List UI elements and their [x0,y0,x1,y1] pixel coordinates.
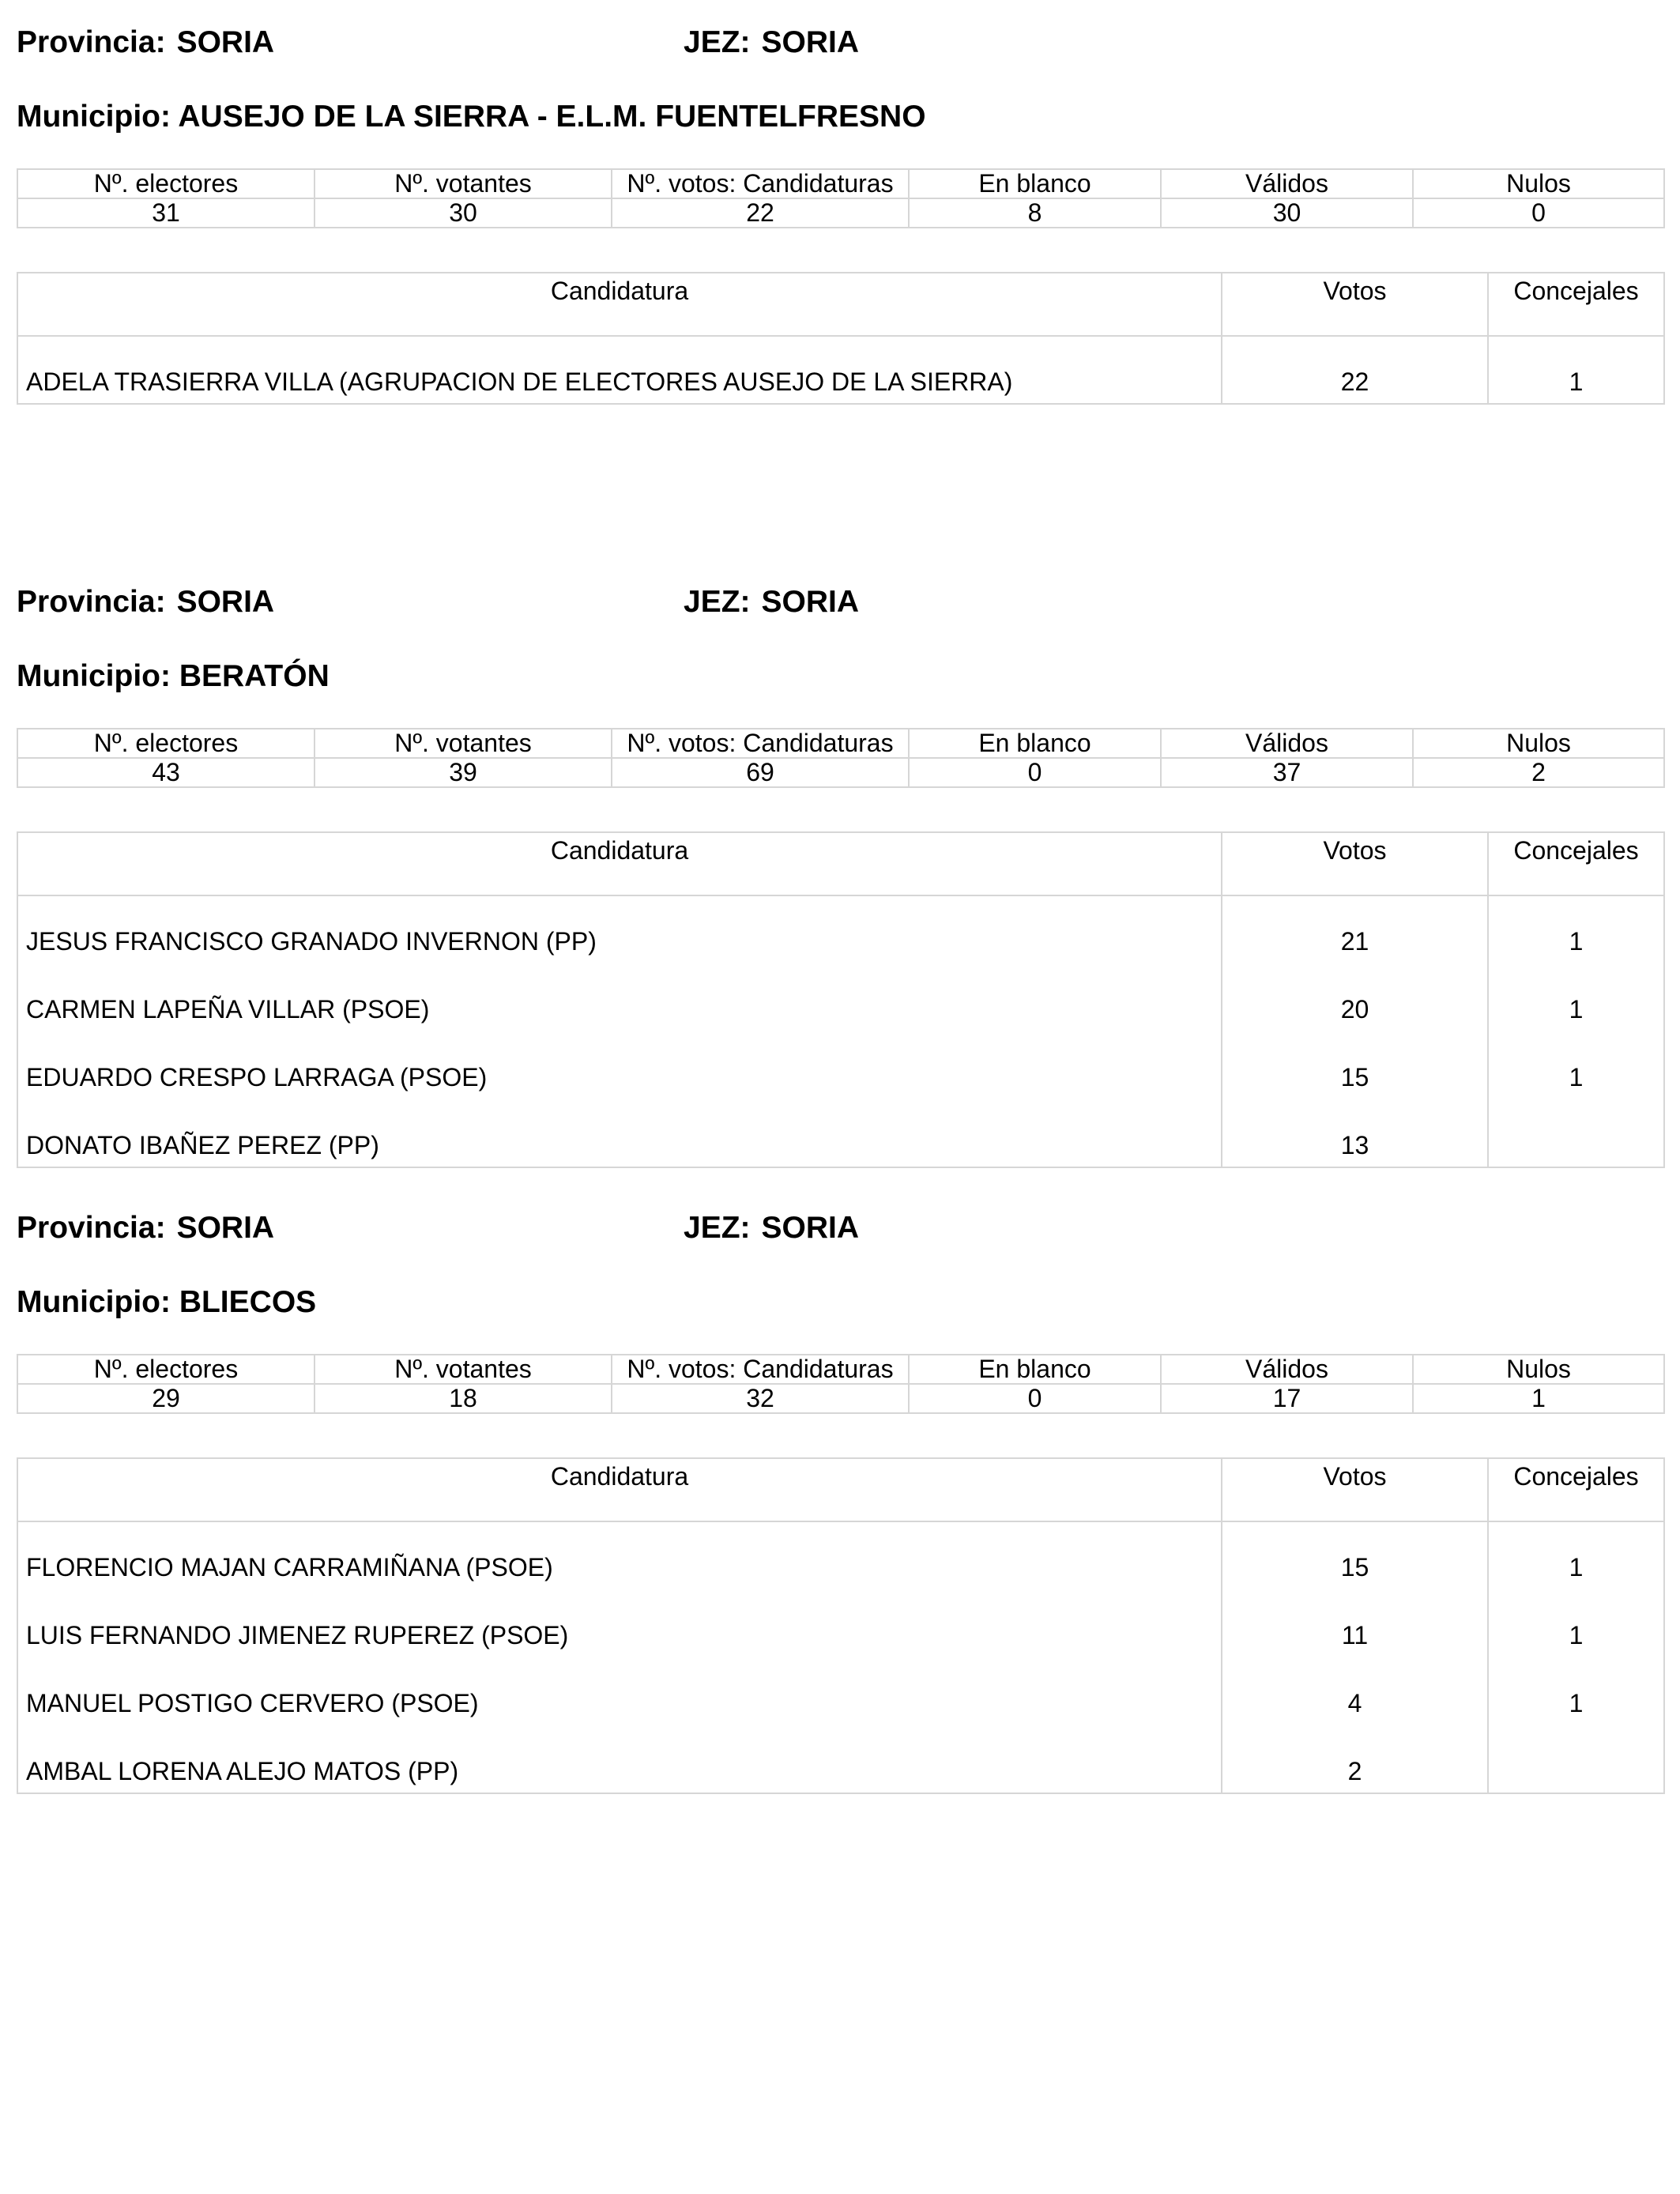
candidate-votos: 20 [1222,963,1488,1031]
provincia-line [17,24,274,62]
municipio-label: Municipio: [17,100,171,134]
stats-header-row [17,1355,1664,1384]
stats-value-candidaturas: 69 [612,758,909,787]
stats-header-candidaturas: Nº. votos: Candidaturas [612,169,909,198]
candidate-votos: 2 [1222,1725,1488,1793]
municipio-label: Municipio: [17,1285,171,1319]
stats-value-row [17,758,1664,787]
candidate-votos: 11 [1222,1589,1488,1657]
candidate-row [17,336,1664,404]
stats-header-votantes: Nº. votantes [315,729,612,758]
candidate-row [17,1589,1664,1657]
stats-value-blanco: 0 [909,758,1161,787]
candidate-name: CARMEN LAPEÑA VILLAR (PSOE) [17,963,1222,1031]
stats-table [17,168,1665,228]
stats-header-row [17,169,1664,198]
stats-value-candidaturas: 22 [612,198,909,228]
stats-value-votantes: 30 [315,198,612,228]
municipio-label: Municipio: [17,659,171,693]
provincia-value: SORIA [176,585,275,619]
stats-header-blanco: En blanco [909,169,1161,198]
candidates-header-row [17,273,1664,336]
municipio-line [17,658,330,696]
header-concejales: Concejales [1488,1458,1664,1521]
candidate-votos: 4 [1222,1657,1488,1725]
candidate-concejales [1488,1099,1664,1167]
stats-header-validos: Válidos [1161,169,1413,198]
jez-value: SORIA [761,1211,860,1245]
municipio-value: BERATÓN [179,659,330,693]
stats-value-votantes: 39 [315,758,612,787]
stats-header-votantes: Nº. votantes [315,1355,612,1384]
candidate-votos: 15 [1222,1031,1488,1099]
stats-header-nulos: Nulos [1413,1355,1664,1384]
candidate-concejales: 1 [1488,1031,1664,1099]
stats-header-candidaturas: Nº. votos: Candidaturas [612,1355,909,1384]
candidate-row [17,1521,1664,1589]
provincia-label: Provincia: [17,1211,166,1245]
jez-label: JEZ: [684,585,751,619]
stats-table [17,1354,1665,1414]
stats-value-votantes: 18 [315,1384,612,1413]
candidate-name: MANUEL POSTIGO CERVERO (PSOE) [17,1657,1222,1725]
header-votos: Votos [1222,273,1488,336]
stats-value-row [17,1384,1664,1413]
candidates-header-row [17,1458,1664,1521]
header-candidatura: Candidatura [17,832,1222,895]
header-candidatura: Candidatura [17,1458,1222,1521]
candidate-concejales [1488,1725,1664,1793]
candidate-concejales: 1 [1488,1589,1664,1657]
municipio-line [17,1284,316,1321]
stats-header-validos: Válidos [1161,1355,1413,1384]
candidate-concejales: 1 [1488,1657,1664,1725]
stats-value-blanco: 0 [909,1384,1161,1413]
stats-header-electores: Nº. electores [17,1355,315,1384]
jez-line [684,24,859,62]
candidate-votos: 15 [1222,1521,1488,1589]
stats-value-validos: 30 [1161,198,1413,228]
jez-value: SORIA [761,585,860,619]
jez-value: SORIA [761,25,860,59]
stats-value-electores: 43 [17,758,315,787]
stats-header-electores: Nº. electores [17,729,315,758]
header-candidatura: Candidatura [17,273,1222,336]
candidate-name: DONATO IBAÑEZ PEREZ (PP) [17,1099,1222,1167]
candidate-name: EDUARDO CRESPO LARRAGA (PSOE) [17,1031,1222,1099]
stats-value-nulos: 1 [1413,1384,1664,1413]
stats-value-nulos: 0 [1413,198,1664,228]
stats-value-validos: 37 [1161,758,1413,787]
candidate-votos: 22 [1222,336,1488,404]
stats-header-electores: Nº. electores [17,169,315,198]
candidate-concejales: 1 [1488,963,1664,1031]
stats-header-blanco: En blanco [909,729,1161,758]
stats-value-electores: 29 [17,1384,315,1413]
header-votos: Votos [1222,832,1488,895]
stats-table [17,728,1665,788]
stats-header-candidaturas: Nº. votos: Candidaturas [612,729,909,758]
jez-label: JEZ: [684,25,751,59]
candidate-row [17,1099,1664,1167]
candidate-name: ADELA TRASIERRA VILLA (AGRUPACION DE ELECTORES AUSEJO DE LA SIERRA) [17,336,1222,404]
candidates-table [17,831,1665,1168]
candidate-votos: 13 [1222,1099,1488,1167]
stats-value-candidaturas: 32 [612,1384,909,1413]
candidate-name: LUIS FERNANDO JIMENEZ RUPEREZ (PSOE) [17,1589,1222,1657]
candidate-row [17,963,1664,1031]
header-concejales: Concejales [1488,273,1664,336]
provincia-label: Provincia: [17,585,166,619]
candidate-name: FLORENCIO MAJAN CARRAMIÑANA (PSOE) [17,1521,1222,1589]
candidate-row [17,1031,1664,1099]
candidate-row [17,895,1664,963]
candidate-name: AMBAL LORENA ALEJO MATOS (PP) [17,1725,1222,1793]
candidates-table [17,1457,1665,1794]
jez-line [684,583,859,621]
stats-header-validos: Válidos [1161,729,1413,758]
provincia-line [17,1209,274,1247]
municipio-line [17,98,926,136]
stats-value-nulos: 2 [1413,758,1664,787]
candidate-votos: 21 [1222,895,1488,963]
candidates-table [17,272,1665,405]
header-concejales: Concejales [1488,832,1664,895]
provincia-value: SORIA [176,25,275,59]
provincia-value: SORIA [176,1211,275,1245]
stats-value-electores: 31 [17,198,315,228]
candidates-header-row [17,832,1664,895]
candidate-concejales: 1 [1488,895,1664,963]
jez-line [684,1209,859,1247]
header-votos: Votos [1222,1458,1488,1521]
municipio-value: AUSEJO DE LA SIERRA - E.L.M. FUENTELFRESNO [178,100,926,134]
municipio-value: BLIECOS [179,1285,317,1319]
stats-header-nulos: Nulos [1413,169,1664,198]
candidate-row [17,1725,1664,1793]
jez-label: JEZ: [684,1211,751,1245]
stats-header-blanco: En blanco [909,1355,1161,1384]
stats-header-nulos: Nulos [1413,729,1664,758]
provincia-label: Provincia: [17,25,166,59]
candidate-concejales: 1 [1488,1521,1664,1589]
stats-value-blanco: 8 [909,198,1161,228]
candidate-name: JESUS FRANCISCO GRANADO INVERNON (PP) [17,895,1222,963]
candidate-row [17,1657,1664,1725]
stats-value-validos: 17 [1161,1384,1413,1413]
stats-header-row [17,729,1664,758]
stats-header-votantes: Nº. votantes [315,169,612,198]
provincia-line [17,583,274,621]
candidate-concejales: 1 [1488,336,1664,404]
stats-value-row [17,198,1664,228]
